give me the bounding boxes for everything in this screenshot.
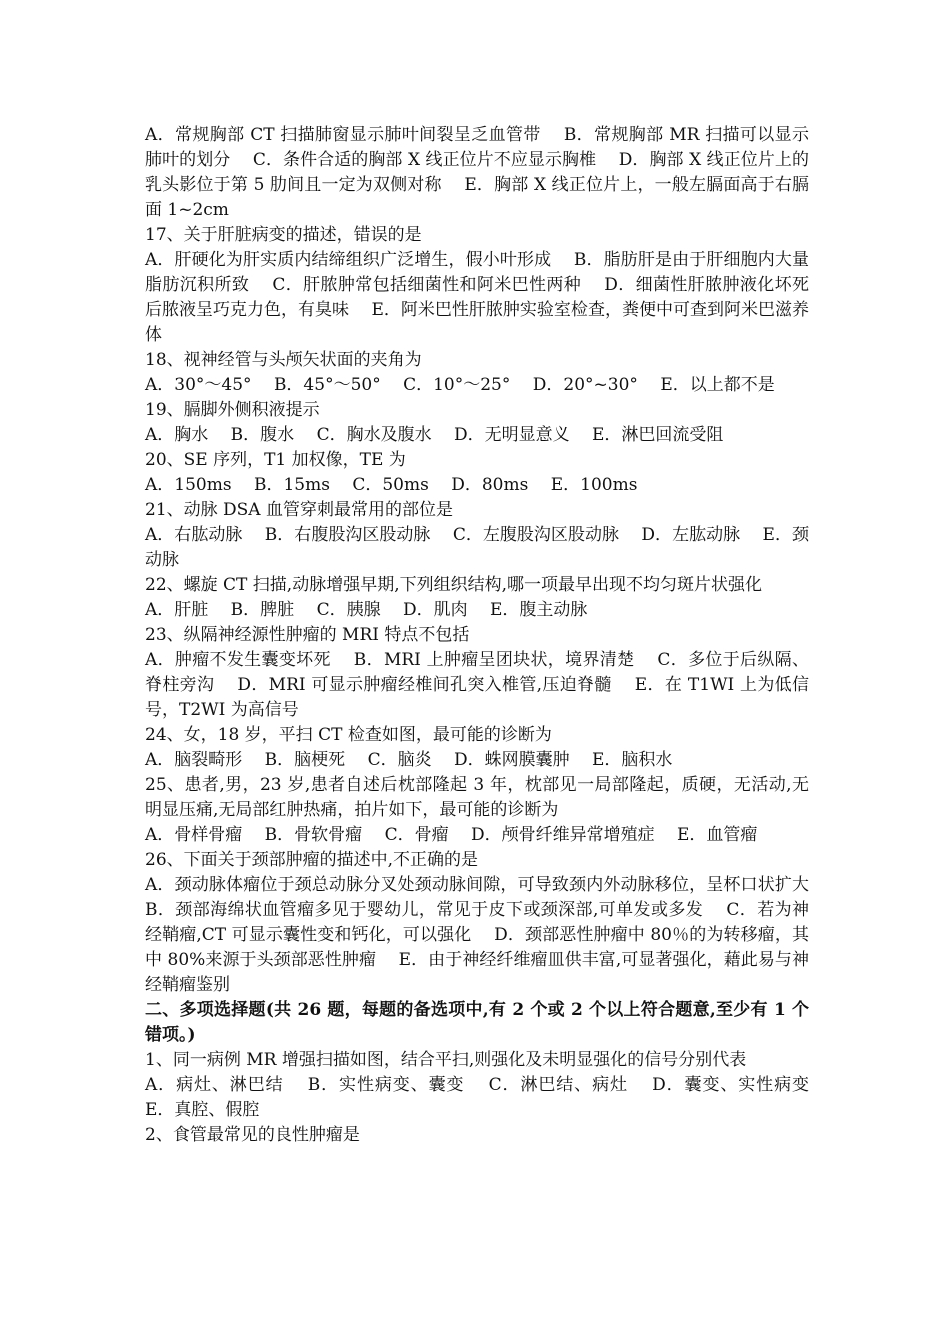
q22-question: 22、螺旋 CT 扫描,动脉增强早期,下列组织结构,哪一项最早出现不均匀斑片状强化: [145, 575, 762, 595]
q26-question: 26、下面关于颈部肿瘤的描述中,不正确的是: [145, 850, 479, 870]
q25-options: A．骨样骨瘤 B．骨软骨瘤 C．骨瘤 D．颅骨纤维异常增殖症 E．血管瘤: [145, 825, 758, 845]
q22-options: A．肝脏 B．脾脏 C．胰腺 D．肌肉 E．腹主动脉: [145, 600, 588, 620]
q17-question: 17、关于肝脏病变的描述，错误的是: [145, 225, 422, 245]
q20-question: 20、SE 序列，T1 加权像，TE 为: [145, 450, 406, 470]
q24-question: 24、女，18 岁，平扫 CT 检查如图，最可能的诊断为: [145, 725, 552, 745]
q25-question: 25、患者,男，23 岁,患者自述后枕部隆起 3 年，枕部见一局部隆起，质硬，无活动,无明显压痛,无局部红肿热痛，拍片如下，最可能的诊断为: [145, 775, 809, 820]
mq1-options: A．病灶、淋巴结 B．实性病变、囊变 C．淋巴结、病灶 D．囊变、实性病变 E．真腔、假腔: [145, 1075, 832, 1120]
q24-options: A．脑裂畸形 B．脑梗死 C．脑炎 D．蛛网膜囊肿 E．脑积水: [145, 750, 673, 770]
q16-options: A．常规胸部 CT 扫描肺窗显示肺叶间裂呈乏血管带 B．常规胸部 MR 扫描可以显示肺叶的划分 C．条件合适的胸部 X 线正位片不应显示胸椎 D．胸部 X 线正位片上的乳头影位于第 5 肋间且一定为双侧对称 E．胸部 X 线正位片上，一般左膈面高于右膈面 1~2cm: [145, 125, 809, 220]
document-page: [145, 123, 832, 1148]
q23-options: A．肿瘤不发生囊变坏死 B．MRI 上肿瘤呈团块状，境界清楚 C．多位于后纵隔、脊柱旁沟 D．MRI 可显示肿瘤经椎间孔突入椎管,压迫脊髓 E．在 T1WI 上为低信号，T2WI 为高信号: [145, 650, 809, 720]
q21-question: 21、动脉 DSA 血管穿刺最常用的部位是: [145, 500, 453, 520]
q17-options: A．肝硬化为肝实质内结缔组织广泛增生，假小叶形成 B．脂肪肝是由于肝细胞内大量脂肪沉积所致 C．肝脓肿常包括细菌性和阿米巴性两种 D．细菌性肝脓肿液化坏死后脓液呈巧克力色，有臭味 E．阿米巴性肝脓肿实验室检查，粪便中可查到阿米巴滋养体: [145, 250, 809, 345]
section-heading: 二、多项选择题(共 26 题，每题的备选项中,有 2 个或 2 个以上符合题意,至少有 1 个错项。): [145, 1000, 809, 1045]
q19-options: A．胸水 B．腹水 C．胸水及腹水 D．无明显意义 E．淋巴回流受阻: [145, 425, 724, 445]
q26-options: A．颈动脉体瘤位于颈总动脉分叉处颈动脉间隙，可导致颈内外动脉移位，呈杯口状扩大 B．颈部海绵状血管瘤多见于婴幼儿，常见于皮下或颈深部,可单发或多发 C．若为神经鞘瘤,CT 可显示囊性变和钙化，可以强化 D．颈部恶性肿瘤中 80％的为转移瘤，其中 80%来源于头颈部恶性肿瘤 E．由于神经纤维瘤皿供丰富,可显著强化，藉此易与神经鞘瘤鉴别: [145, 875, 832, 995]
mq1-question: 1、同一病例 MR 增强扫描如图，结合平扫,则强化及未明显强化的信号分别代表: [145, 1050, 747, 1070]
q23-question: 23、纵隔神经源性肿瘤的 MRI 特点不包括: [145, 625, 470, 645]
mq2-question: 2、食管最常见的良性肿瘤是: [145, 1125, 360, 1145]
q18-options: A．30°～45° B．45°～50° C．10°～25° D．20°~30° E．以上都不是: [145, 375, 775, 395]
q18-question: 18、视神经管与头颅矢状面的夹角为: [145, 350, 422, 370]
q21-options: A．右肱动脉 B．右腹股沟区股动脉 C．左腹股沟区股动脉 D．左肱动脉 E．颈动脉: [145, 525, 809, 570]
q20-options: A．150ms B．15ms C．50ms D．80ms E．100ms: [145, 475, 638, 495]
q19-question: 19、膈脚外侧积液提示: [145, 400, 320, 420]
